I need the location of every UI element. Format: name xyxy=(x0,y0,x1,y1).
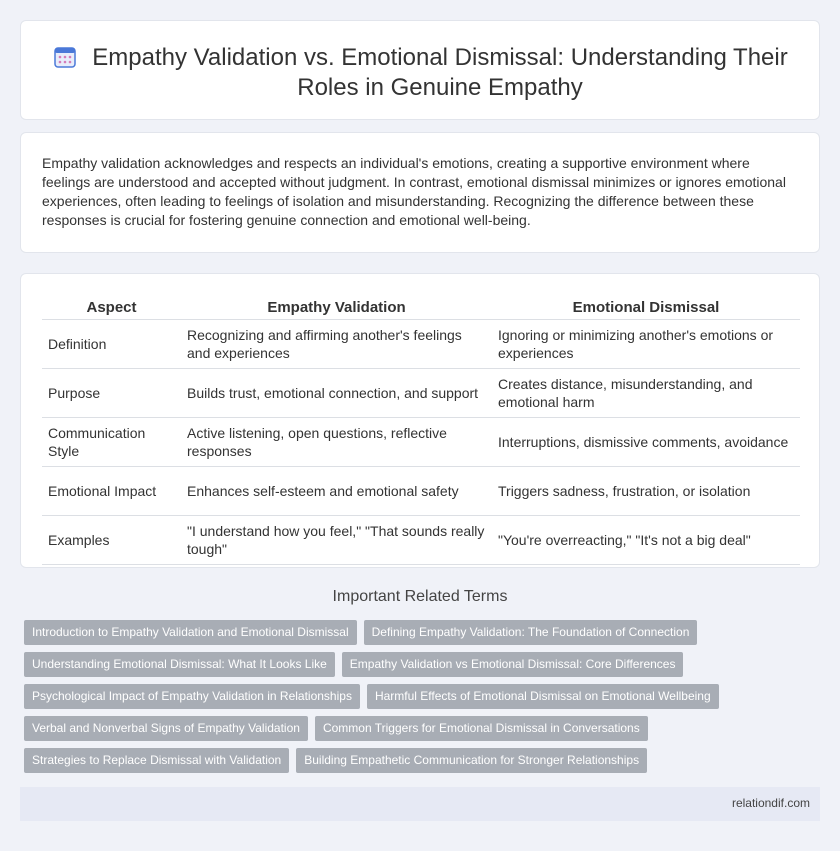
table-cell-validation: "I understand how you feel," "That sounds really tough" xyxy=(181,516,492,565)
tag-row xyxy=(24,652,824,677)
comparison-table xyxy=(42,296,800,565)
related-term-link[interactable]: Introduction to Empathy Validation and Emotional Dismissal xyxy=(24,620,357,645)
table-row xyxy=(42,467,800,516)
related-terms-list xyxy=(24,620,824,780)
table-cell-validation: Recognizing and affirming another's feelings and experiences xyxy=(181,320,492,369)
related-term-link[interactable]: Defining Empathy Validation: The Foundation of Connection xyxy=(364,620,698,645)
table-cell-dismissal: "You're overreacting," "It's not a big deal" xyxy=(492,516,800,565)
related-term-link[interactable]: Psychological Impact of Empathy Validation in Relationships xyxy=(24,684,360,709)
intro-card xyxy=(20,132,820,253)
table-row xyxy=(42,369,800,418)
table-cell-dismissal: Creates distance, misunderstanding, and emotional harm xyxy=(492,369,800,418)
tag-row xyxy=(24,684,824,709)
comparison-table-card xyxy=(20,273,820,568)
table-row xyxy=(42,320,800,369)
related-term-link[interactable]: Empathy Validation vs Emotional Dismissal: Core Differences xyxy=(342,652,684,677)
header-empathy-validation: Empathy Validation xyxy=(181,296,492,320)
footer-site-link[interactable]: relationdif.com xyxy=(731,796,810,810)
page-title: Empathy Validation vs. Emotional Dismissal: Understanding Their Roles in Genuine Empathy xyxy=(92,44,788,101)
related-term-link[interactable]: Harmful Effects of Emotional Dismissal on Emotional Wellbeing xyxy=(367,684,719,709)
table-cell-validation: Enhances self-esteem and emotional safety xyxy=(181,467,492,516)
header-emotional-dismissal: Emotional Dismissal xyxy=(492,296,800,320)
table-cell-dismissal: Ignoring or minimizing another's emotions or experiences xyxy=(492,320,800,369)
tag-row xyxy=(24,620,824,645)
table-cell-aspect: Emotional Impact xyxy=(42,467,181,516)
table-cell-aspect: Definition xyxy=(42,320,181,369)
header-card xyxy=(20,20,820,120)
table-header-row xyxy=(42,296,800,320)
header-aspect: Aspect xyxy=(42,296,181,320)
table-cell-dismissal: Interruptions, dismissive comments, avoidance xyxy=(492,418,800,467)
table-cell-validation: Builds trust, emotional connection, and support xyxy=(181,369,492,418)
related-term-link[interactable]: Strategies to Replace Dismissal with Validation xyxy=(24,748,289,773)
related-term-link[interactable]: Building Empathetic Communication for Stronger Relationships xyxy=(296,748,647,773)
table-cell-aspect: Purpose xyxy=(42,369,181,418)
related-term-link[interactable]: Common Triggers for Emotional Dismissal in Conversations xyxy=(315,716,648,741)
table-cell-validation: Active listening, open questions, reflective responses xyxy=(181,418,492,467)
calendar-icon xyxy=(53,45,77,69)
intro-text: Empathy validation acknowledges and respects an individual's emotions, creating a supportive environment where feelings are understood and accepted without judgment. In contrast, emotional dismissal minimizes or ignores emotional experiences, often leading to feelings of isolation and misunderstanding. Recognizing the difference between these responses is crucial for fostering genuine connection and emotional well-being. xyxy=(42,155,786,228)
table-cell-aspect: Communication Style xyxy=(42,418,181,467)
related-term-link[interactable]: Verbal and Nonverbal Signs of Empathy Validation xyxy=(24,716,308,741)
table-row xyxy=(42,418,800,467)
footer xyxy=(20,787,820,821)
table-cell-dismissal: Triggers sadness, frustration, or isolation xyxy=(492,467,800,516)
tag-row xyxy=(24,716,824,741)
related-terms-title: Important Related Terms xyxy=(332,588,508,605)
table-row xyxy=(42,516,800,565)
related-term-link[interactable]: Understanding Emotional Dismissal: What It Looks Like xyxy=(24,652,335,677)
tag-row xyxy=(24,748,824,773)
table-cell-aspect: Examples xyxy=(42,516,181,565)
